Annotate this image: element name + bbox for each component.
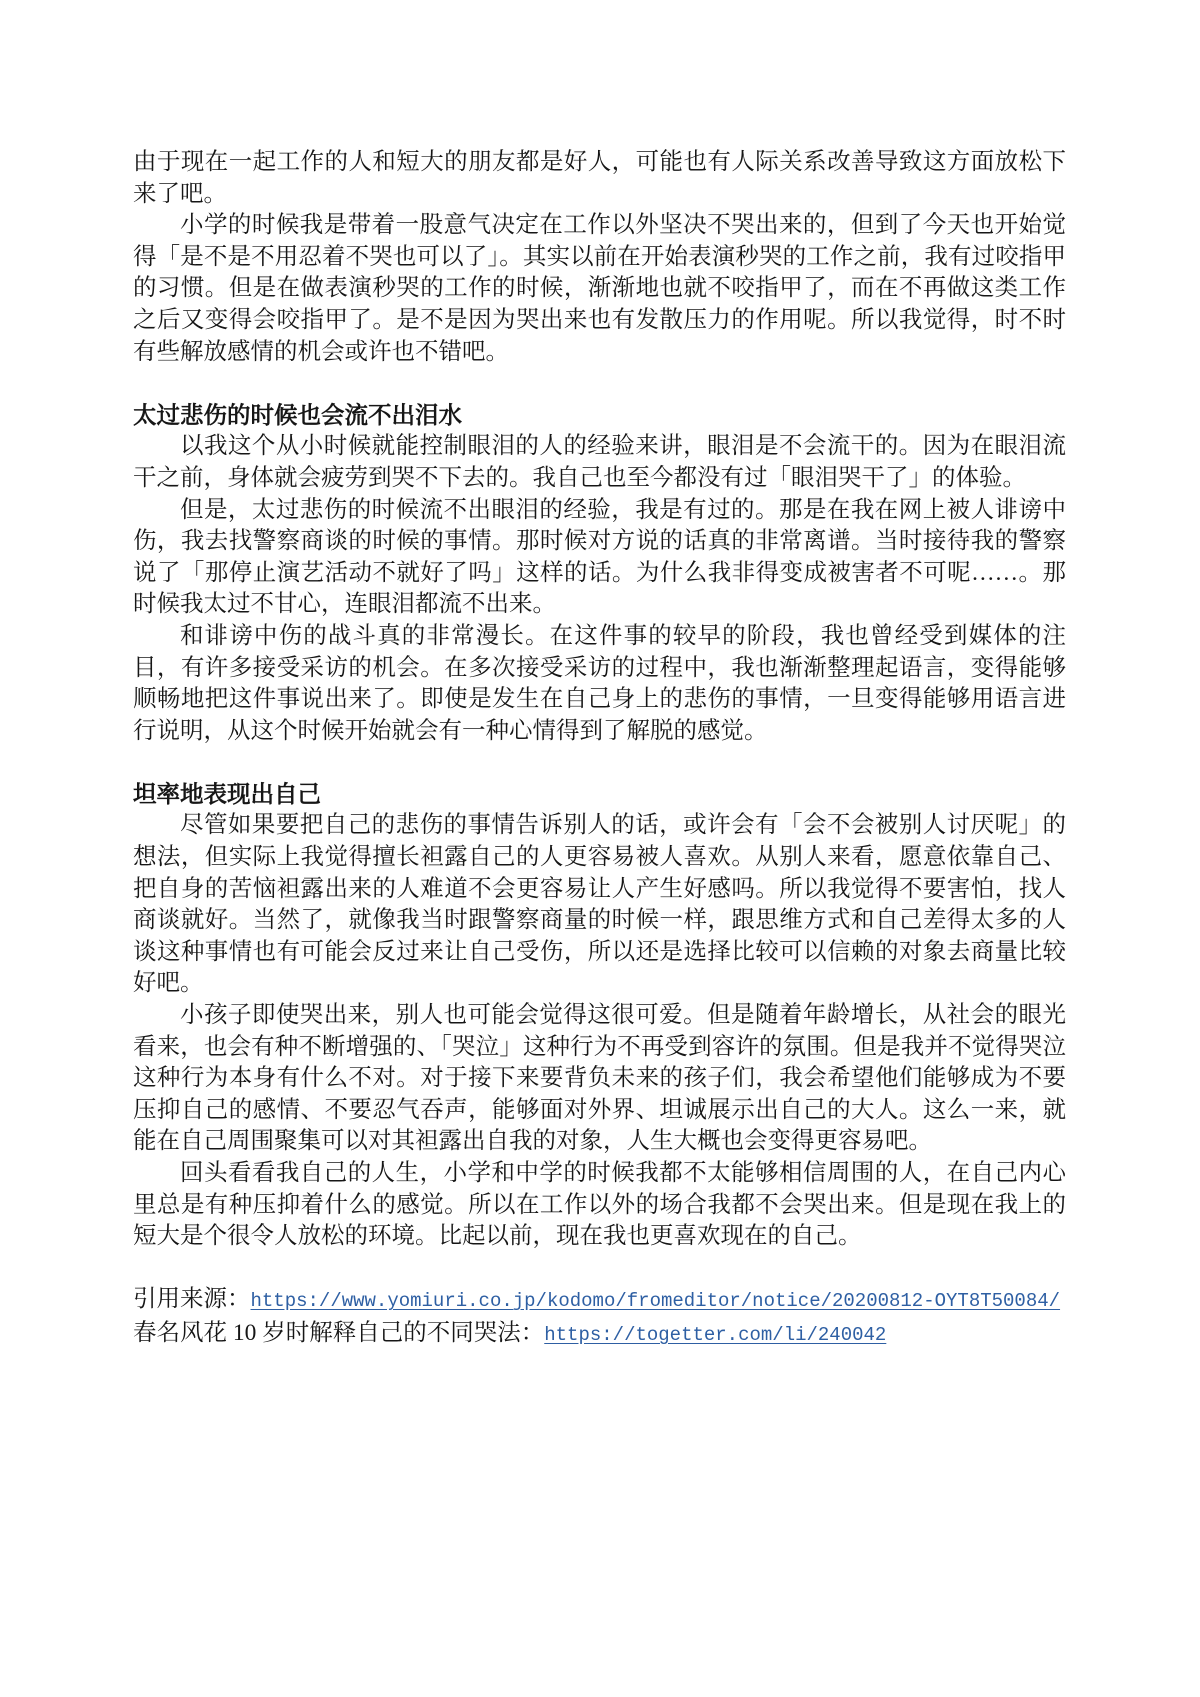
paragraph: 以我这个从小时候就能控制眼泪的人的经验来讲，眼泪是不会流干的。因为在眼泪流干之前，身体就会疲劳到哭不下去的。我自己也至今都没有过「眼泪哭干了」的体验。 — [133, 433, 1066, 491]
section-heading-tears-wont-flow: 太过悲伤的时候也会流不出泪水 — [133, 401, 462, 428]
citation-link-yomiuri[interactable]: https://www.yomiuri.co.jp/kodomo/fromeditor/notice/20200812-OYT8T50084/ — [250, 1290, 1061, 1313]
citation-line — [133, 1284, 1066, 1318]
citations-block — [133, 1284, 1066, 1351]
paragraph-intro: 小学的时候我是带着一股意气决定在工作以外坚决不哭出来的，但到了今天也开始觉得「是不是不用忍着不哭也可以了」。其实以前在开始表演秒哭的工作之前，我有过咬指甲的习惯。但是在做表演秒哭的工作的时候，渐渐地也就不咬指甲了，而在不再做这类工作之后又变得会咬指甲了。是不是因为哭出来也有发散压力的作用呢。所以我觉得，时不时有些解放感情的机会或许也不错吧。 — [133, 212, 1066, 365]
paragraph: 但是，太过悲伤的时候流不出眼泪的经验，我是有过的。那是在我在网上被人诽谤中伤，我去找警察商谈的时候的事情。那时候对方说的话真的非常离谱。当时接待我的警察说了「那停止演艺活动不就好了吗」这样的话。为什么我非得变成被害者不可呢……。那时候我太过不甘心，连眼泪都流不出来。 — [133, 496, 1066, 618]
section-heading-express-yourself: 坦率地表现出自己 — [133, 780, 321, 807]
citation-link-togetter[interactable]: https://togetter.com/li/240042 — [544, 1323, 887, 1346]
paragraph: 和诽谤中伤的战斗真的非常漫长。在这件事的较早的阶段，我也曾经受到媒体的注目，有许多接受采访的机会。在多次接受采访的过程中，我也渐渐整理起语言，变得能够顺畅地把这件事说出来了。即使是发生在自己身上的悲伤的事情，一旦变得能够用语言进行说明，从这个时候开始就会有一种心情得到了解脱的感觉。 — [133, 622, 1066, 744]
citation-line — [133, 1318, 1066, 1352]
citation-label: 春名风花 10 岁时解释自己的不同哭法： — [133, 1319, 545, 1346]
paragraph: 回头看看我自己的人生，小学和中学的时候我都不太能够相信周围的人，在自己内心里总是有种压抑着什么的感觉。所以在工作以外的场合我都不会哭出来。但是现在我上的短大是个很令人放松的环境。比起以前，现在我也更喜欢现在的自己。 — [133, 1160, 1066, 1250]
citation-label: 引用来源： — [133, 1286, 251, 1313]
paragraph-intro-continuation: 由于现在一起工作的人和短大的朋友都是好人，可能也有人际关系改善导致这方面放松下来了吧。 — [133, 149, 1066, 207]
paragraph: 小孩子即使哭出来，别人也可能会觉得这很可爱。但是随着年龄增长，从社会的眼光看来，也会有种不断增强的、「哭泣」这种行为不再受到容许的氛围。但是我并不觉得哭泣这种行为本身有什么不对。对于接下来要背负未来的孩子们，我会希望他们能够成为不要压抑自己的感情、不要忍气吞声，能够面对外界、坦诚展示出自己的大人。这么一来，就能在自己周围聚集可以对其袒露出自我的对象，人生大概也会变得更容易吧。 — [133, 1002, 1066, 1155]
paragraph: 尽管如果要把自己的悲伤的事情告诉别人的话，或许会有「会不会被别人讨厌呢」的想法，但实际上我觉得擅长袒露自己的人更容易被人喜欢。从别人来看，愿意依靠自己、把自身的苦恼袒露出来的人难道不会更容易让人产生好感吗。所以我觉得不要害怕，找人商谈就好。当然了，就像我当时跟警察商量的时候一样，跟思维方式和自己差得太多的人谈这种事情也有可能会反过来让自己受伤，所以还是选择比较可以信赖的对象去商量比较好吧。 — [133, 812, 1066, 997]
